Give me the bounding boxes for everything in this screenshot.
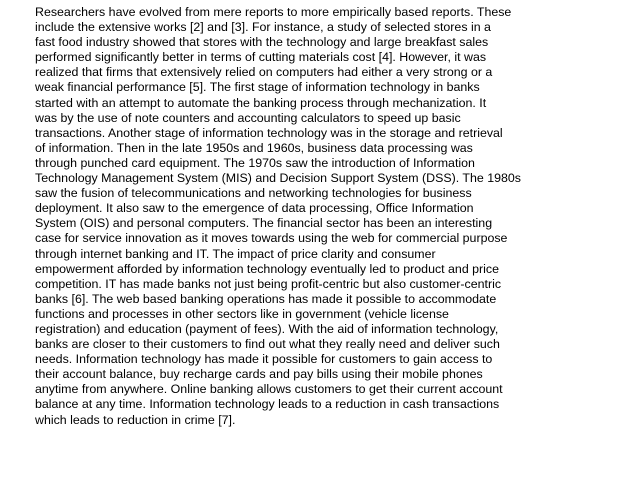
text-line: empowerment afforded by information technology eventually led to product and price	[35, 261, 500, 276]
text-line: case for service innovation as it moves towards using the web for commercial purpose	[35, 231, 508, 246]
text-line: System (OIS) and personal computers. The financial sector has been an interesting	[35, 216, 493, 231]
text-line: realized that firms that extensively relied on computers had either a very strong or a	[35, 65, 493, 80]
text-line: needs. Information technology has made it possible for customers to gain access to	[35, 352, 493, 367]
text-line: their account balance, buy recharge cards and pay bills using their mobile phones	[35, 367, 483, 382]
text-line: anytime from anywhere. Online banking allows customers to get their current account	[35, 382, 503, 397]
body-paragraph	[35, 5, 615, 428]
text-line: Technology Management System (MIS) and Decision Support System (DSS). The 1980s	[35, 171, 521, 186]
text-line: was by the use of note counters and accounting calculators to speed up basic	[35, 110, 461, 125]
text-line: fast food industry showed that stores with the technology and large breakfast sales	[35, 35, 489, 50]
text-line: performed significantly better in terms of cutting materials cost [4]. However, it was	[35, 50, 487, 65]
text-line: include the extensive works [2] and [3]. For instance, a study of selected stores in a	[35, 20, 491, 35]
text-line: balance at any time. Information technology leads to a reduction in cash transactions	[35, 397, 500, 412]
text-line: started with an attempt to automate the banking process through mechanization. It	[35, 95, 487, 110]
text-line: through internet banking and IT. The impact of price clarity and consumer	[35, 246, 436, 261]
text-line: competition. IT has made banks not just being profit-centric but also customer-centric	[35, 276, 502, 291]
text-line: weak financial performance [5]. The first stage of information technology in banks	[35, 80, 480, 95]
text-line: transactions. Another stage of information technology was in the storage and retrieval	[35, 125, 503, 140]
text-line: deployment. It also saw to the emergence of data processing, Office Information	[35, 201, 474, 216]
text-line: of information. Then in the late 1950s and 1960s, business data processing was	[35, 140, 473, 155]
text-line: Researchers have evolved from mere reports to more empirically based reports. These	[35, 5, 512, 19]
text-line: functions and processes in other sectors like in government (vehicle license	[35, 306, 449, 321]
text-line: which leads to reduction in crime [7].	[35, 412, 236, 427]
text-line: through punched card equipment. The 1970s saw the introduction of Information	[35, 155, 475, 170]
text-line: registration) and education (payment of fees). With the aid of information technology,	[35, 321, 499, 336]
text-line: saw the fusion of telecommunications and networking technologies for business	[35, 186, 472, 201]
text-line: banks [6]. The web based banking operations has made it possible to accommodate	[35, 291, 497, 306]
text-line: banks are closer to their customers to find out what they really need and deliver such	[35, 337, 500, 352]
